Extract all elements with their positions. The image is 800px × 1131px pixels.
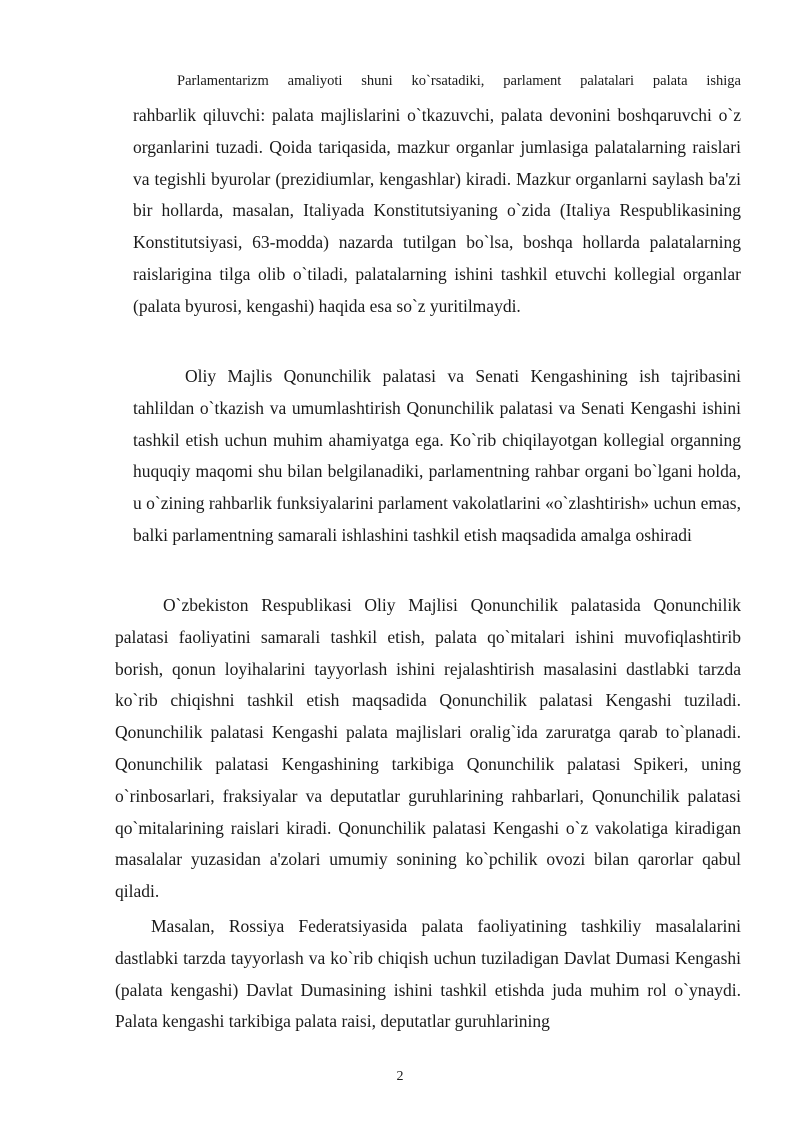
page-number: 2 xyxy=(396,1069,404,1084)
paragraph-3: O`zbekiston Respublikasi Oliy Majlisi Qonunchilik palatasida Qonunchilik palatasi faoliyatini samarali tashkil etish, palata qo`mitalari ishini muvofiqlashtirib borish, qonun loyihalarini tayyorlash ishini rejalashtirish masalasini dastlabki tarzda ko`rib chiqishni tashkil etish maqsadida Qonunchilik palatasi Kengashi tuziladi. Qonunchilik palatasi Kengashi palata majlislari oralig`ida zaruratga qarab to`planadi. Qonunchilik palatasi Kengashining tarkibiga Qonunchilik palatasi Spikeri, uning o`rinbosarlari, fraksiyalar va deputatlar guruhlarining rahbarlari, Qonunchilik palatasi qo`mitalarining raislari kiradi. Qonunchilik palatasi Kengashi o`z vakolatiga kiradigan masalalar yuzasidan a'zolari umumiy sonining ko`pchilik ovozi bilan qarorlar qabul qiladi. xyxy=(115,595,741,902)
paragraph-4: Masalan, Rossiya Federatsiyasida palata faoliyatining tashkiliy masalalarini dastlabki tarzda tayyorlash va ko`rib chiqish uchun tuziladigan Davlat Dumasi Kengashi (palata kengashi) Davlat Dumasining ishini tashkil etishda juda muhim rol o`ynaydi. Palata kengashi tarkibiga palata raisi, deputatlar guruhlarining xyxy=(115,916,741,1032)
paragraph-intro-line: Parlamentarizm amaliyoti shuni ko`rsatadiki, parlament palatalari palata ishiga xyxy=(177,73,741,89)
paragraph-1: rahbarlik qiluvchi: palata majlislarini o`tkazuvchi, palata devonini boshqaruvchi o`z organlarini tuzadi. Qoida tariqasida, mazkur organlar jumlasiga palatalarning raislari va tegishli byurolar (prezidiumlar, kengashlar) kiradi. Mazkur organlarni saylash ba'zi bir hollarda, masalan, Italiyada Konstitutsiyaning o`zida (Italiya Respublikasining Konstitutsiyasi, 63-modda) nazarda tutilgan bo`lsa, boshqa hollarda palatalarning raislarigina tilga olib o`tiladi, palatalarning ishini tashkil etuvchi kollegial organlar (palata byurosi, kengashi) haqida esa so`z yuritilmaydi. xyxy=(133,105,741,316)
paragraph-2: Oliy Majlis Qonunchilik palatasi va Senati Kengashining ish tajribasini tahlildan o`tkazish va umumlashtirish Qonunchilik palatasi va Senati Kengashi ishini tashkil etish uchun muhim ahamiyatga ega. Ko`rib chiqilayotgan kollegial organning huquqiy maqomi shu bilan belgilanadiki, parlamentning rahbar organi bo`lgani holda, u o`zining rahbarlik funksiyalarini parlament vakolatlarini «o`zlashtirish» uchun emas, balki parlamentning samarali ishlashini tashkil etish maqsadida amalga oshiradi xyxy=(133,366,741,545)
